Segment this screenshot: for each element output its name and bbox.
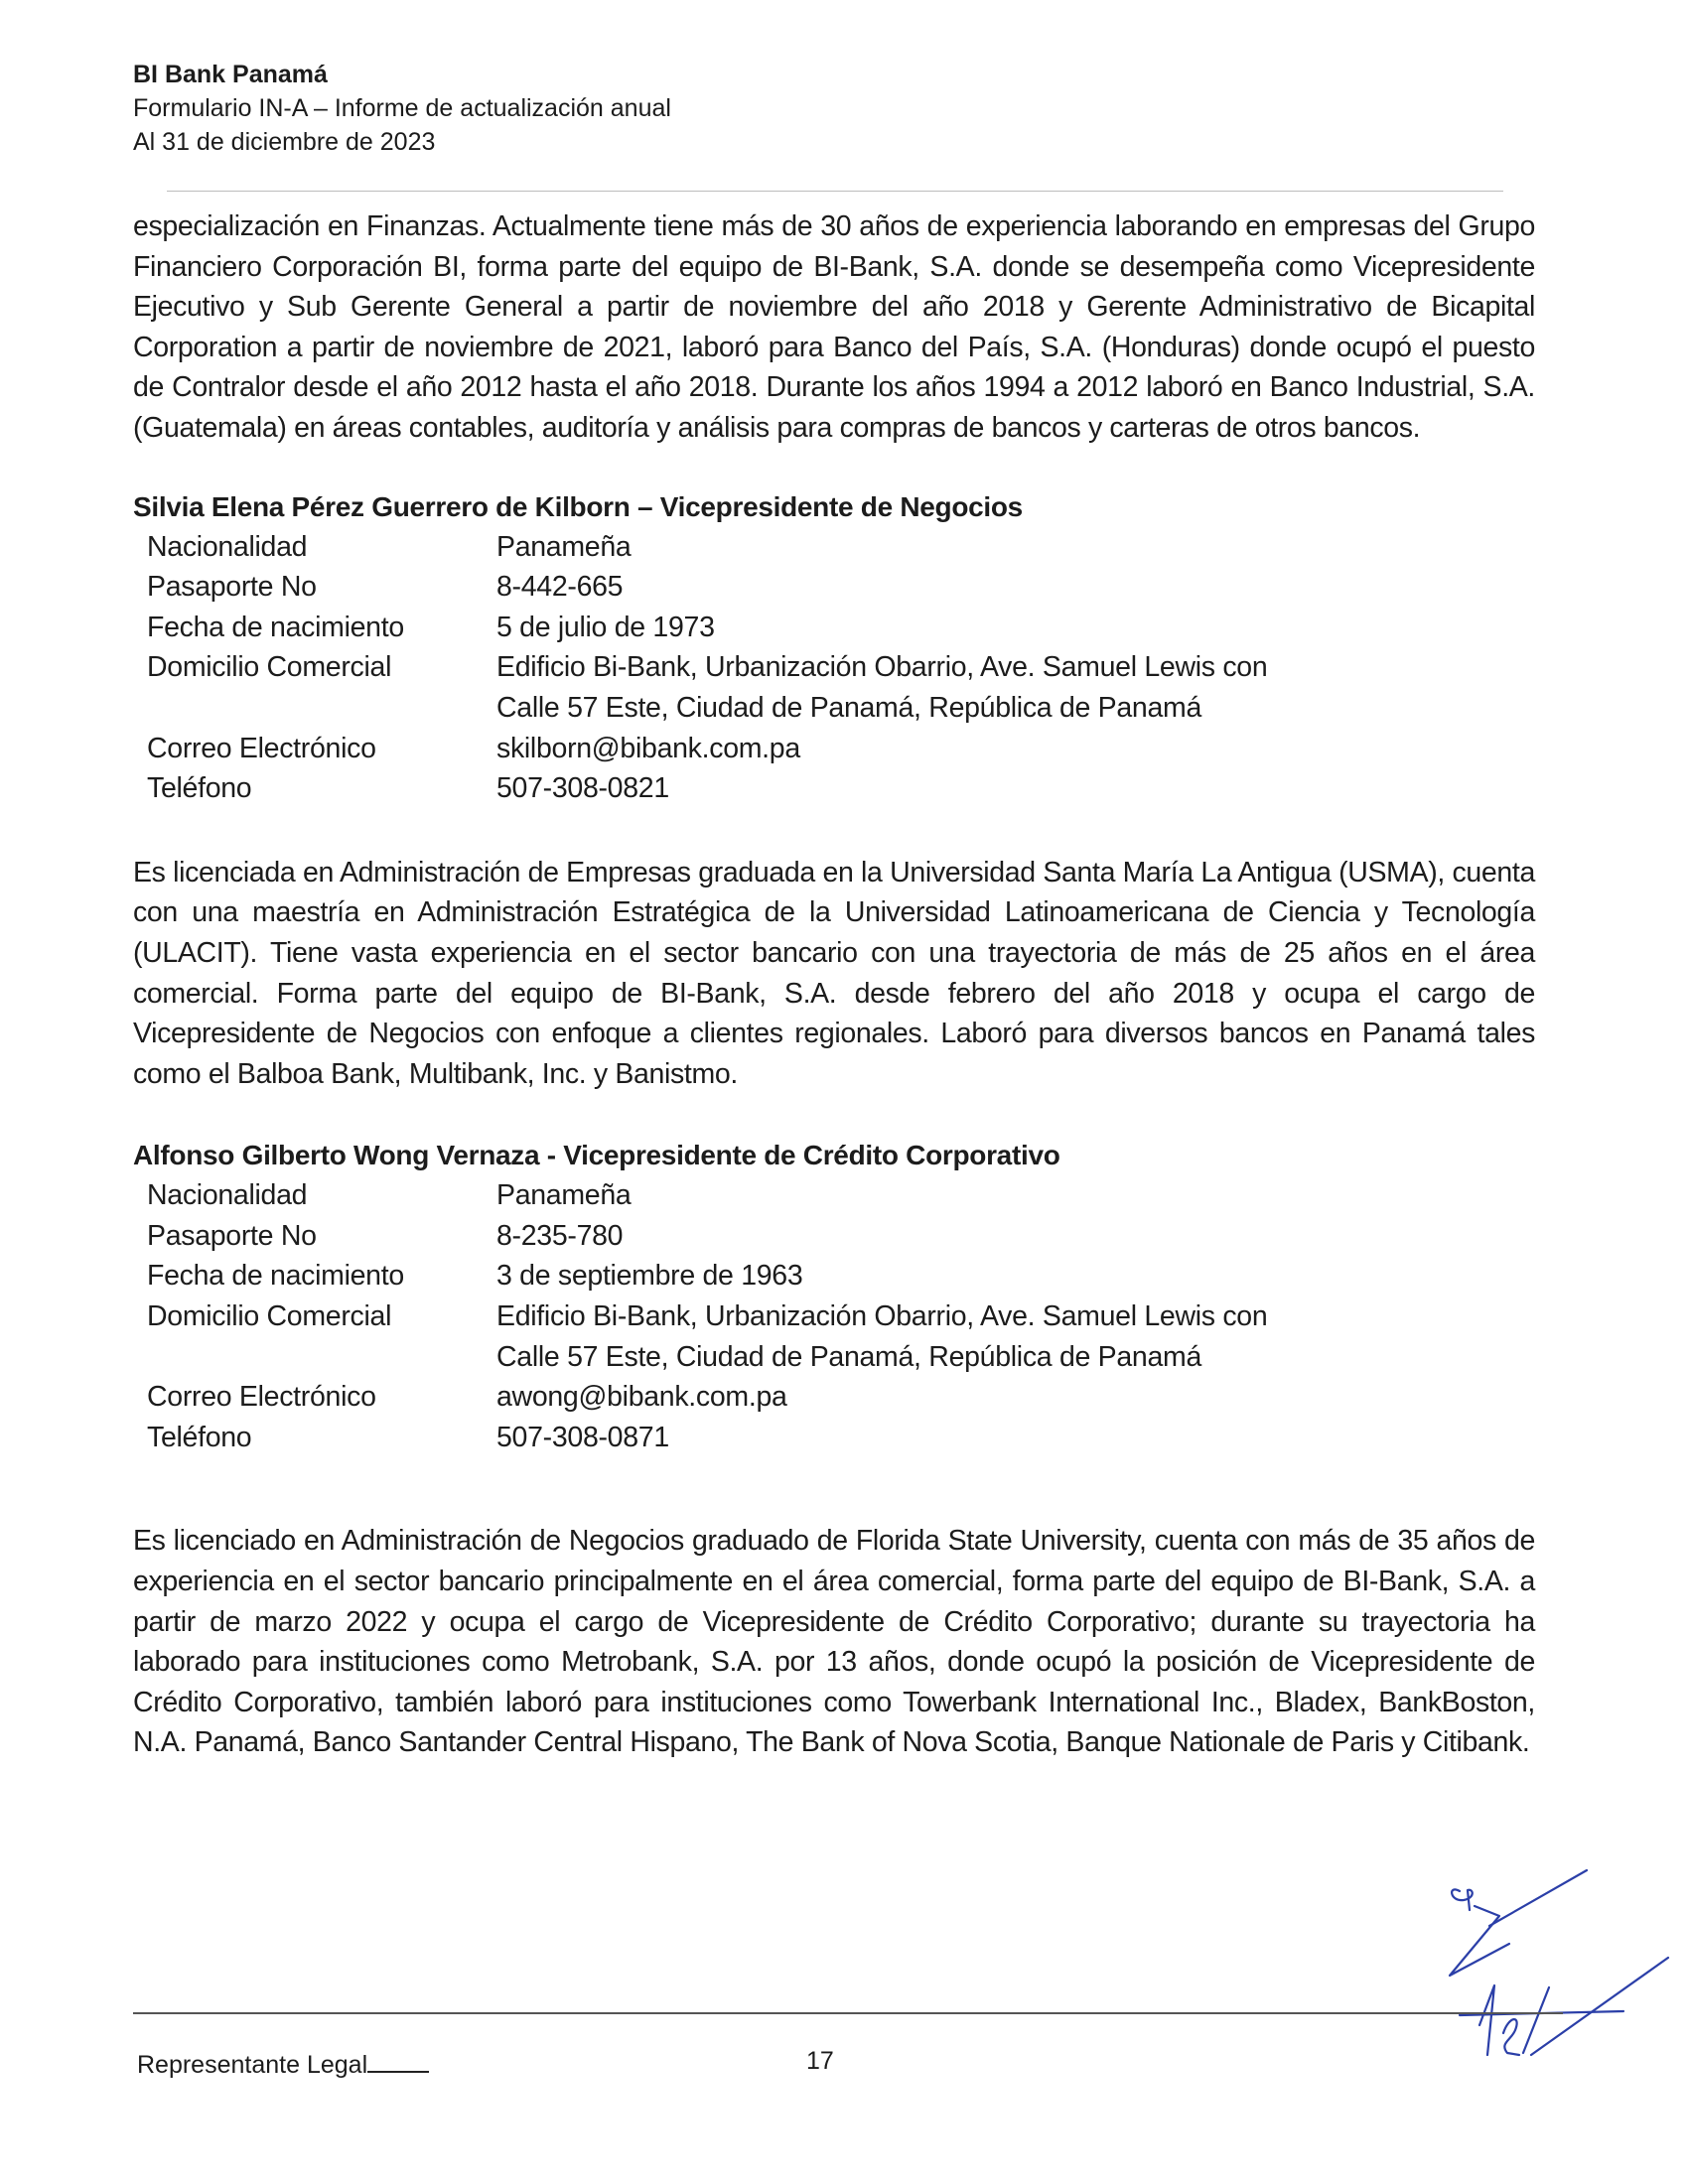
detail-label: Fecha de nacimiento <box>147 1260 404 1293</box>
person-bio: Es licenciada en Administración de Empresas graduada en la Universidad Santa María La Antigua (USMA), cuenta con una maestría en Administración Estratégica de la Universidad Latinoamericana de Ciencia y Tecnología (ULACIT). Tiene vasta experiencia en el sector bancario con una trayectoria de más de 25 años en el área comercial. Forma parte del equipo de BI-Bank, S.A. desde febrero del año 2018 y ocupa el cargo de Vicepresidente de Negocios con enfoque a clientes regionales. Laboró para diversos bancos en Panamá tales como el Balboa Bank, Multibank, Inc. y Banistmo. <box>133 856 1535 1090</box>
detail-label: Domicilio Comercial <box>147 651 392 684</box>
detail-value <box>496 1297 1267 1377</box>
detail-row <box>147 1297 1267 1377</box>
detail-row <box>147 527 1267 568</box>
detail-value <box>496 647 1267 728</box>
detail-value: Panameña <box>496 530 632 563</box>
organization-name: BI Bank Panamá <box>133 61 328 88</box>
page-number: 17 <box>806 2047 834 2075</box>
detail-label: Teléfono <box>147 772 252 805</box>
person-section-kilborn <box>133 487 1535 1095</box>
header-divider <box>167 191 1503 192</box>
detail-label: Domicilio Comercial <box>147 1300 392 1333</box>
form-title: Formulario IN-A – Informe de actualización anual <box>133 94 671 122</box>
phone-value: 507-308-0871 <box>496 1421 669 1453</box>
address-line: Edificio Bi-Bank, Urbanización Obarrio, Ave. Samuel Lewis con <box>496 1300 1268 1333</box>
detail-label: Correo Electrónico <box>147 732 376 764</box>
detail-row <box>147 567 1267 608</box>
intro-paragraph: especialización en Finanzas. Actualmente tiene más de 30 años de experiencia laborando en empresas del Grupo Financiero Corporación BI, forma parte del equipo de BI-Bank, S.A. donde se desempeña como Vicepresidente Ejecutivo y Sub Gerente General a partir de noviembre del año 2018 y Gerente Administrativo de Bicapital Corporation a partir de noviembre de 2021, laboró para Banco del País, S.A. (Honduras) donde ocupó el puesto de Contralor desde el año 2012 hasta el año 2018. Durante los años 1994 a 2012 laboró en Banco Industrial, S.A. (Guatemala) en áreas contables, auditoría y análisis para compras de bancos y carteras de otros bancos. <box>133 210 1535 444</box>
detail-label: Nacionalidad <box>147 530 308 563</box>
person-title: Alfonso Gilberto Wong Vernaza - Vicepresidente de Crédito Corporativo <box>133 1140 1060 1171</box>
email-value: skilborn@bibank.com.pa <box>496 732 800 764</box>
detail-label: Correo Electrónico <box>147 1381 376 1414</box>
detail-row <box>147 647 1267 728</box>
detail-label: Nacionalidad <box>147 1179 308 1212</box>
detail-value: 8-442-665 <box>496 571 624 604</box>
person-details-table <box>147 1175 1267 1457</box>
person-section-wong <box>133 1136 1535 1763</box>
phone-value: 507-308-0821 <box>496 772 669 805</box>
document-header <box>133 58 671 159</box>
detail-row <box>147 768 1267 809</box>
detail-row <box>147 1175 1267 1216</box>
legal-representative-label: Representante Legal <box>137 2051 368 2079</box>
address-line: Calle 57 Este, Ciudad de Panamá, República de Panamá <box>496 1340 1202 1373</box>
detail-row <box>147 608 1267 648</box>
address-line: Calle 57 Este, Ciudad de Panamá, República de Panamá <box>496 691 1202 724</box>
detail-label: Teléfono <box>147 1421 252 1453</box>
detail-row <box>147 729 1267 769</box>
legal-representative <box>137 2049 429 2080</box>
detail-row <box>147 1256 1267 1297</box>
email-value: awong@bibank.com.pa <box>496 1381 787 1414</box>
detail-row <box>147 1216 1267 1257</box>
detail-label: Fecha de nacimiento <box>147 611 404 643</box>
detail-value: 5 de julio de 1973 <box>496 611 715 643</box>
address-line: Edificio Bi-Bank, Urbanización Obarrio, Ave. Samuel Lewis con <box>496 651 1268 684</box>
detail-value: 3 de septiembre de 1963 <box>496 1260 803 1293</box>
detail-value: 8-235-780 <box>496 1219 624 1252</box>
initials-blank <box>367 2049 429 2073</box>
footer-divider <box>133 2012 1563 2014</box>
detail-row <box>147 1418 1267 1458</box>
person-bio: Es licenciado en Administración de Negocios graduado de Florida State University, cuenta con más de 35 años de experiencia en el sector bancario principalmente en el área comercial, forma parte del equipo de BI-Bank, S.A. a partir de marzo 2022 y ocupa el cargo de Vicepresidente de Crédito Corporativo; durante su trayectoria ha laborado para instituciones como Metrobank, S.A. por 13 años, donde ocupó la posición de Vicepresidente de Crédito Corporativo, también laboró para instituciones como Towerbank International Inc., Bladex, BankBoston, N.A. Panamá, Banco Santander Central Hispano, The Bank of Nova Scotia, Banque Nationale de Paris y Citibank. <box>133 1525 1535 1759</box>
document-body <box>133 206 1535 1763</box>
detail-value: Panameña <box>496 1179 632 1212</box>
person-title: Silvia Elena Pérez Guerrero de Kilborn – Vicepresidente de Negocios <box>133 490 1023 522</box>
detail-row <box>147 1377 1267 1418</box>
signature-icon <box>1420 1866 1678 2095</box>
person-details-table <box>147 527 1267 809</box>
detail-label: Pasaporte No <box>147 1219 317 1252</box>
report-date: Al 31 de diciembre de 2023 <box>133 128 436 156</box>
detail-label: Pasaporte No <box>147 571 317 604</box>
